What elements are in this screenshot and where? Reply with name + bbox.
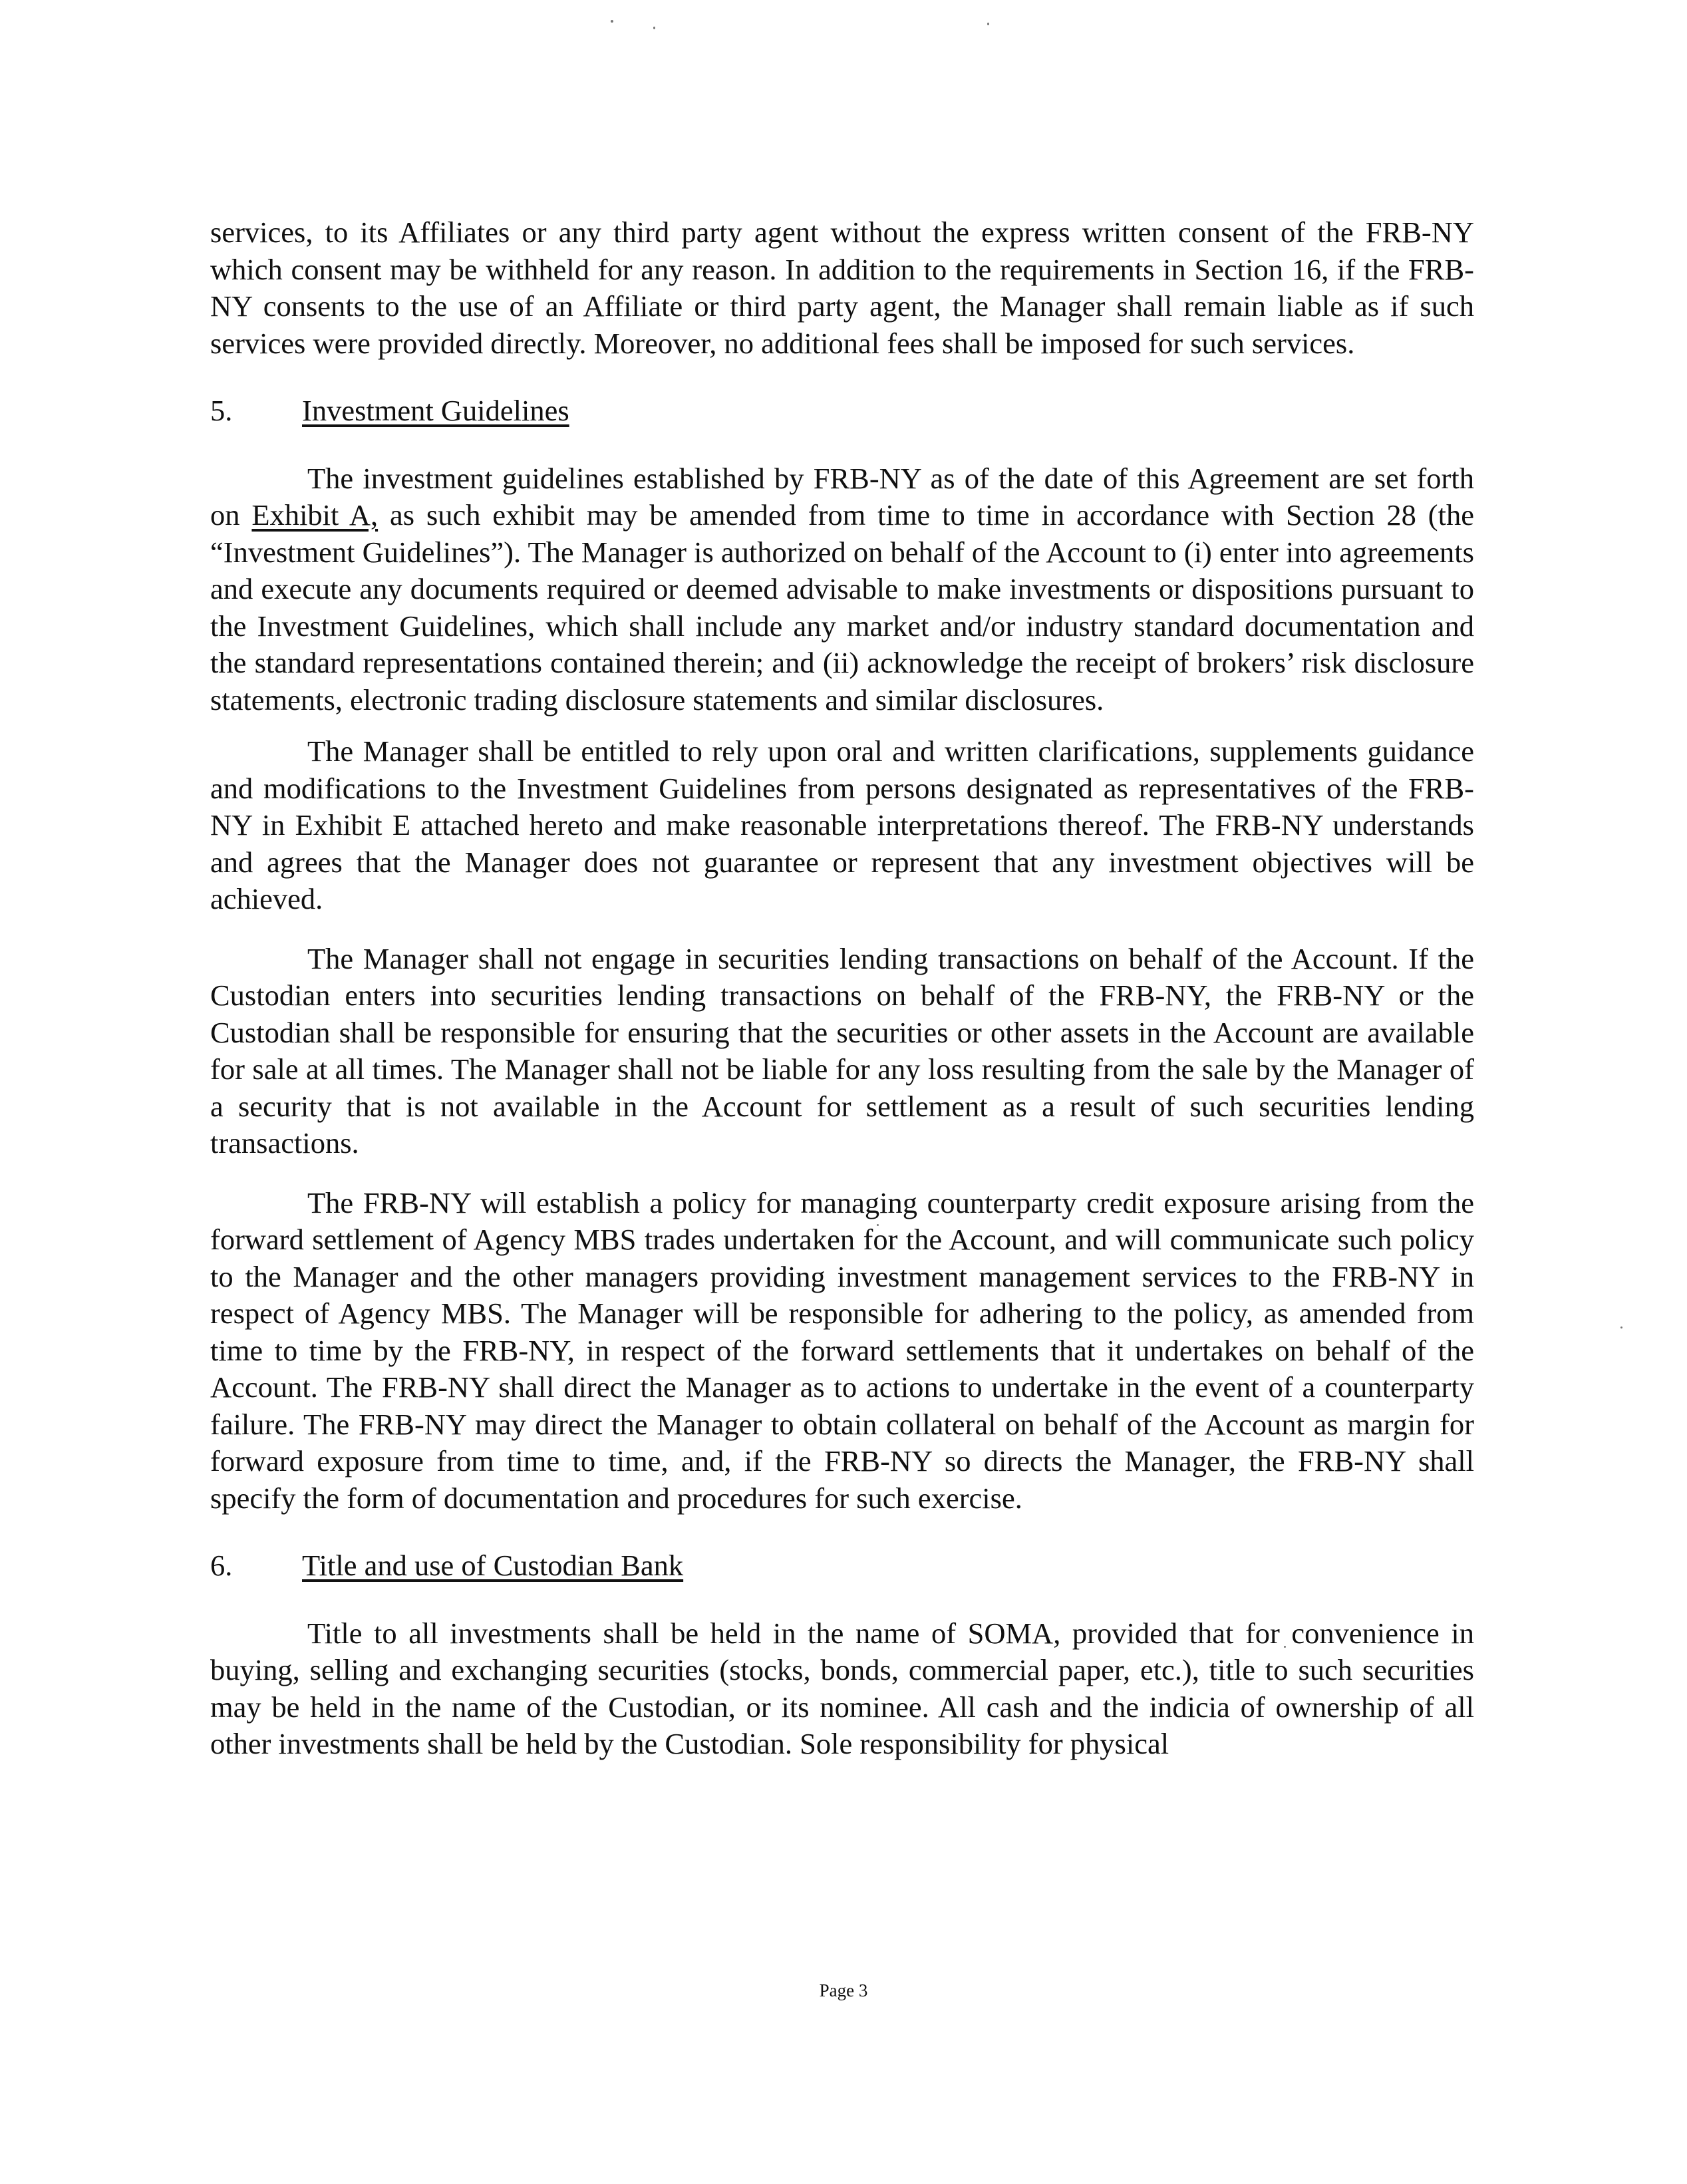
paragraph-text: as such exhibit may be amended from time to time in accordance with Section 28 (the “Investment Guidelines”). The Manager is authorized on behalf of the Account to (i) enter into agreements and execute any documents required or deemed advisable to make investments or dispositions pursuant to the Investment Guidelines, which shall include any market and/or industry standard documentation and the standard representations contained therein; and (ii) acknowledge the receipt of brokers’ risk disclosure statements, electronic trading disclosure statements and similar disclosures.	[210, 498, 1474, 716]
paragraph-text: The investment guidelines established by FRB-NY as of the date of this Agreement are set forth on	[210, 461, 1474, 532]
section-6-paragraph-1: Title to all investments shall be held in the name of SOMA, provided that for convenience in buying, selling and exchanging securities (stocks, bonds, commercial paper, etc.), title to such securities may be held in the name of the Custodian, or its nominee. All cash and the indicia of ownership of all other investments shall be held by the Custodian. Sole responsibility for physical	[210, 1616, 1474, 1760]
document-body	[210, 214, 1474, 1763]
exhibit-a-reference: Exhibit A,	[251, 498, 379, 532]
section-4-continuation: services, to its Affiliates or any third party agent without the express written consent of the FRB-NY which consent may be withheld for any reason. In addition to the requirements in Section 16, if the FRB-NY consents to the use of an Affiliate or third party agent, the Manager shall remain liable as if such services were provided directly. Moreover, no additional fees shall be imposed for such services.	[210, 216, 1474, 360]
section-5-number: 5.	[210, 394, 233, 427]
scan-speck	[1620, 1326, 1622, 1328]
section-5-heading	[210, 392, 1474, 430]
scan-speck	[987, 23, 989, 25]
section-6-number: 6.	[210, 1549, 233, 1582]
section-5-paragraph-1	[210, 460, 1474, 719]
section-5-paragraph-3: The Manager shall not engage in securities lending transactions on behalf of the Account. If the Custodian enters into securities lending transactions on behalf of the FRB-NY, the FRB-NY or the Custodian shall be responsible for ensuring that the securities or other assets in the Account are available for sale at all times. The Manager shall not be liable for any loss resulting from the sale by the Manager of a security that is not available in the Account for settlement as a result of such securities lending transactions.	[210, 941, 1474, 1160]
section-5-title: Investment Guidelines	[302, 394, 569, 427]
section-6-heading	[210, 1547, 1474, 1585]
scan-speck	[611, 20, 613, 23]
section-5-paragraph-2: The Manager shall be entitled to rely upon oral and written clarifications, supplements guidance and modifications to the Investment Guidelines from persons designated as representatives of the FRB-NY in Exhibit E attached hereto and make reasonable interpretations thereof. The FRB-NY understands and agrees that the Manager does not guarantee or represent that any investment objectives will be achieved.	[210, 734, 1474, 915]
page-number: Page 3	[819, 1980, 868, 2000]
scan-speck	[653, 27, 655, 29]
section-5-paragraph-4: The FRB-NY will establish a policy for managing counterparty credit exposure arising from the forward settlement of Agency MBS trades undertaken for the Account, and will communicate such policy to the Manager and the other managers providing investment management services to the FRB-NY in respect of Agency MBS. The Manager will be responsible for adhering to the policy, as amended from time to time by the FRB-NY, in respect of the forward settlements that it undertakes on behalf of the Account. The FRB-NY shall direct the Manager as to actions to undertake in the event of a counterparty failure. The FRB-NY may direct the Manager to obtain collateral on behalf of the Account as margin for forward exposure from time to time, and, if the FRB-NY so directs the Manager, the FRB-NY shall specify the form of documentation and procedures for such exercise.	[210, 1185, 1474, 1515]
section-6-title: Title and use of Custodian Bank	[302, 1549, 684, 1582]
